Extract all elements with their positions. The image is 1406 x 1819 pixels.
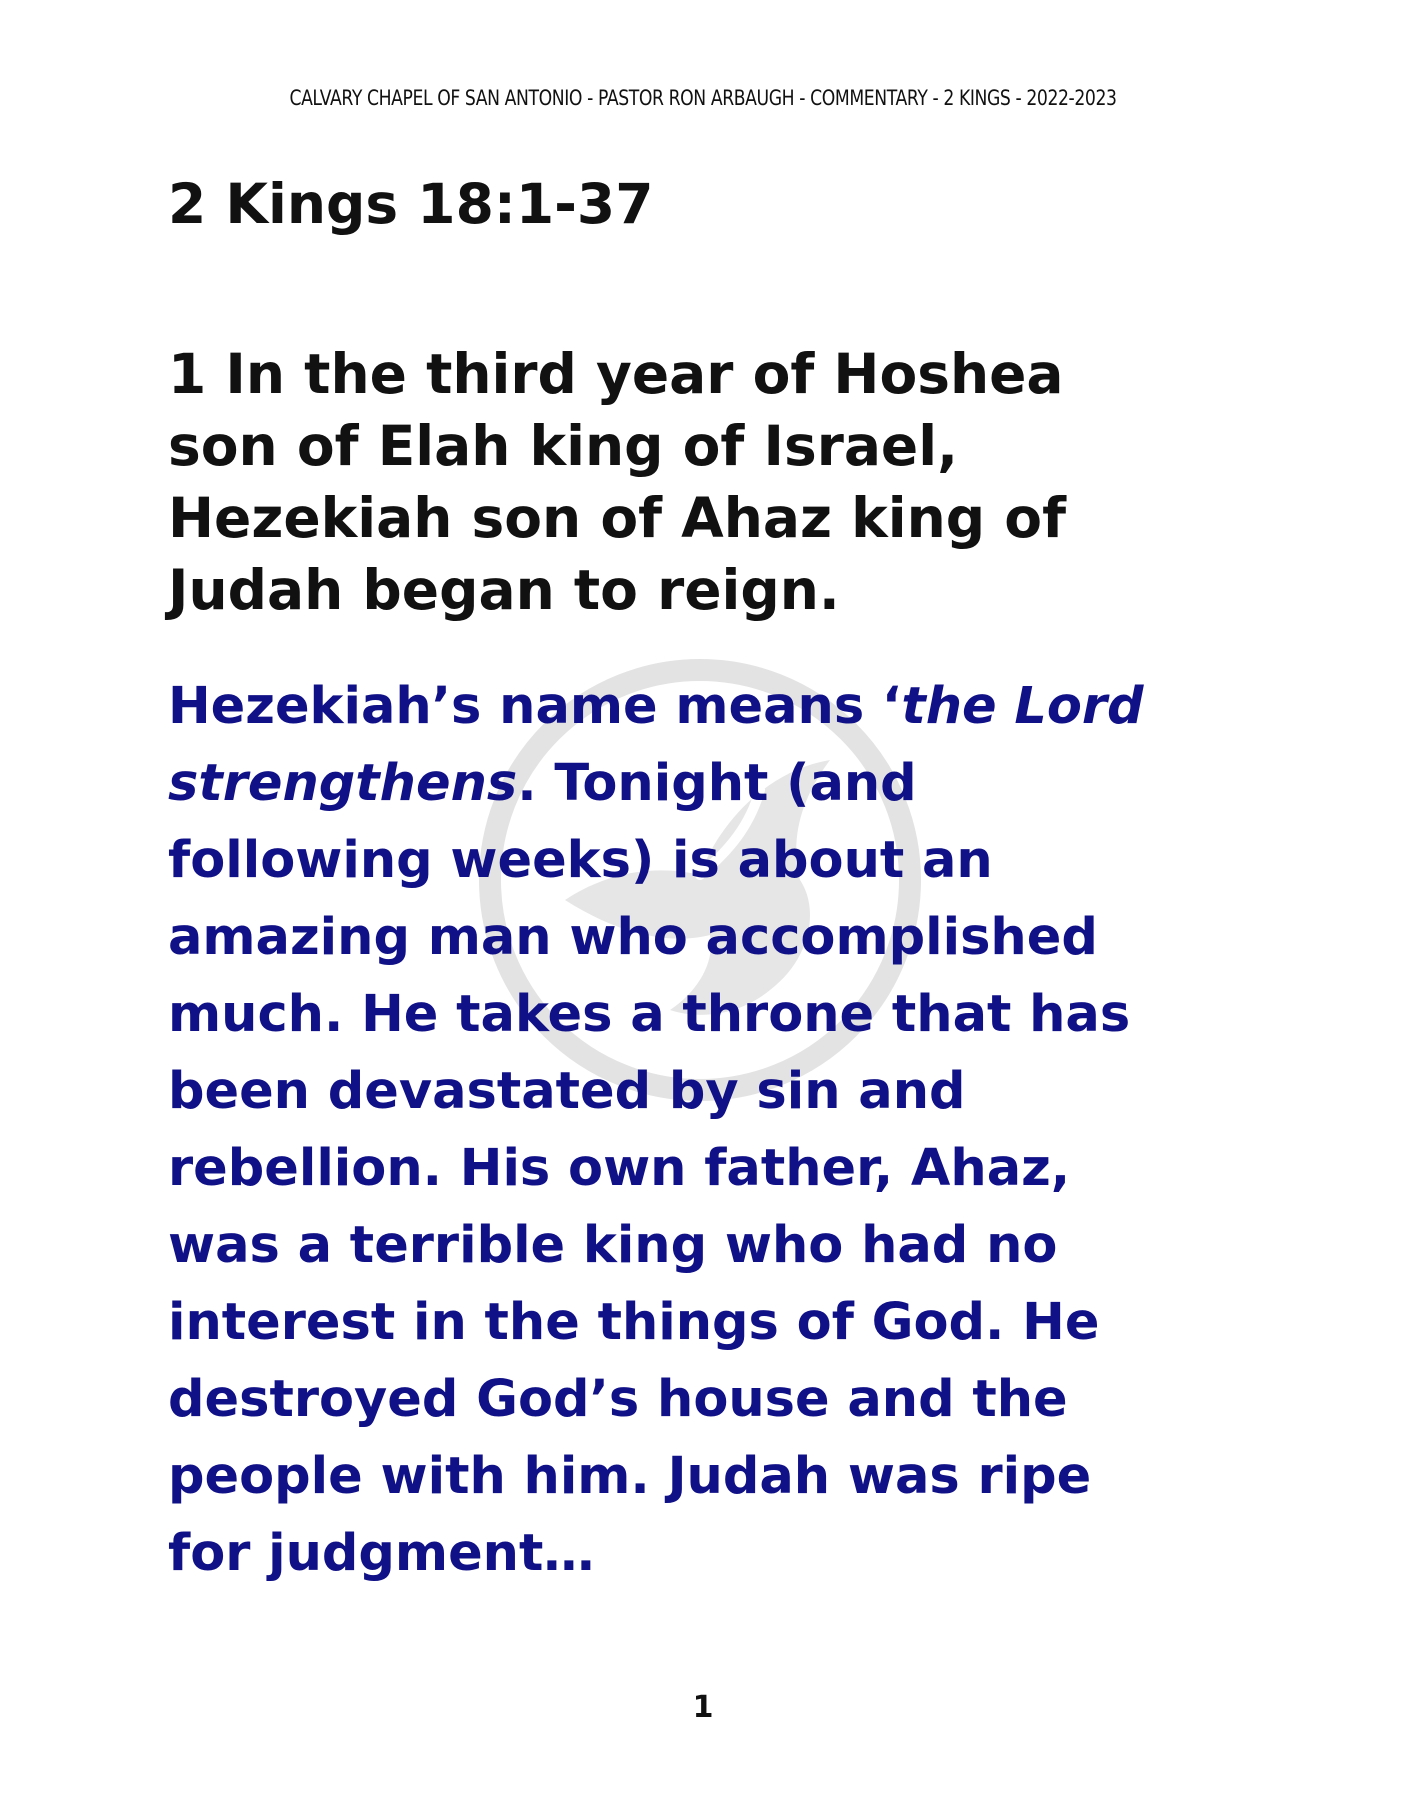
- commentary-line: for judgment…: [168, 1524, 595, 1583]
- commentary-italic-run: the Lord: [901, 677, 1144, 736]
- commentary-line: been devastated by sin and: [168, 1062, 966, 1121]
- page-title: 2 Kings 18:1-37: [168, 172, 654, 236]
- commentary-line: was a terrible king who had no: [168, 1216, 1058, 1275]
- verse-text: [168, 338, 1288, 626]
- commentary-line: interest in the things of God. He: [168, 1293, 1100, 1352]
- page-number: 1: [692, 1690, 714, 1725]
- commentary-italic-run: strengthens: [168, 754, 518, 813]
- commentary-text-run: Hezekiah’s name means ‘: [168, 677, 902, 736]
- commentary-text: [168, 668, 1288, 1592]
- running-header: CALVARY CHAPEL OF SAN ANTONIO - PASTOR RON ARBAUGH - COMMENTARY - 2 KINGS - 2022-2023: [289, 86, 1117, 110]
- verse-line: Hezekiah son of Ahaz king of: [168, 486, 1066, 550]
- commentary-line: people with him. Judah was ripe: [168, 1447, 1092, 1506]
- verse-line: Judah began to reign.: [168, 558, 840, 622]
- verse-line: 1 In the third year of Hoshea: [168, 342, 1064, 406]
- commentary-line: much. He takes a throne that has: [168, 985, 1131, 1044]
- commentary-line: [168, 745, 1288, 822]
- commentary-line: rebellion. His own father, Ahaz,: [168, 1139, 1071, 1198]
- commentary-line: amazing man who accomplished: [168, 908, 1098, 967]
- commentary-line: destroyed God’s house and the: [168, 1370, 1068, 1429]
- verse-line: son of Elah king of Israel,: [168, 414, 958, 478]
- commentary-text-run: . Tonight (and: [517, 754, 917, 813]
- commentary-line: [168, 668, 1288, 745]
- commentary-line: following weeks) is about an: [168, 831, 993, 890]
